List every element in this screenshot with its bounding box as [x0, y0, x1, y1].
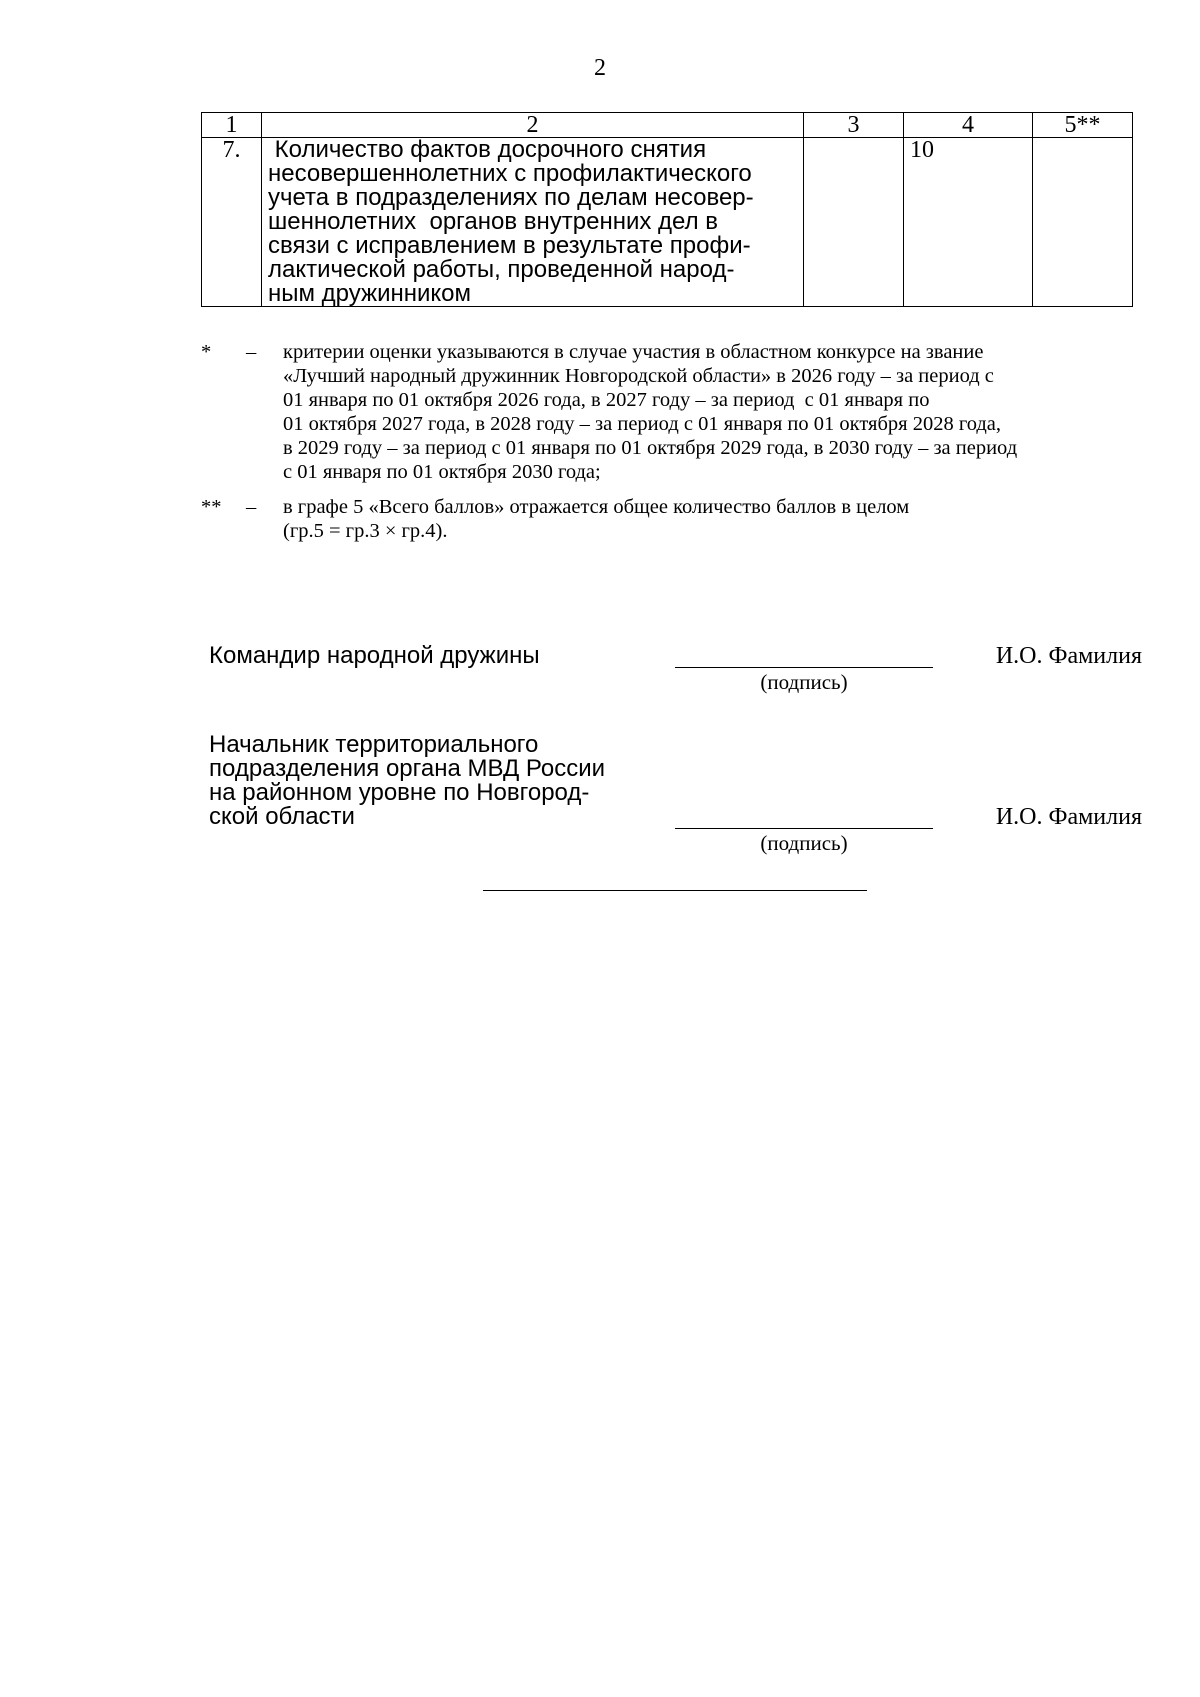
row-number: 7. [202, 138, 262, 307]
footnote-mark: * [201, 341, 212, 363]
chief-title-line: подразделения органа МВД России [209, 755, 605, 782]
footnote-dash: – [246, 496, 257, 518]
chief-name: И.О. Фамилия [995, 804, 1142, 830]
description-line: несовершеннолетних с профилактического [268, 160, 752, 187]
commander-signature-caption: (подпись) [760, 670, 848, 694]
criteria-table [201, 112, 1133, 307]
description-line: шеннолетних органов внутренних дел в [268, 208, 719, 235]
footnote-text [283, 340, 1141, 484]
row-col4: 10 [904, 138, 1033, 307]
footnote-line: (гр.5 = гр.3 × гр.4). [283, 520, 448, 542]
footnote-line: «Лучший народный дружинник Новгородской области» в 2026 году – за период с [283, 365, 994, 387]
footnote-double-star [201, 495, 1141, 543]
footnote-single-star [201, 340, 1141, 484]
chief-title-line: на районном уровне по Новгород- [209, 779, 590, 806]
table-header-row [202, 113, 1133, 138]
description-line: связи с исправлением в результате профи- [268, 232, 751, 259]
footnote-line: 01 октября 2027 года, в 2028 году – за период с 01 января по 01 октября 2028 года, [283, 413, 1002, 435]
description-line: учета в подразделениях по делам несовер- [268, 184, 754, 211]
commander-name: И.О. Фамилия [995, 643, 1142, 669]
row-description [262, 138, 804, 307]
footnote-line: 01 января по 01 октября 2026 года, в 2027 году – за период с 01 января по [283, 389, 930, 411]
commander-title: Командир народной дружины [209, 642, 540, 669]
chief-title-line: Начальник территориального [209, 731, 539, 758]
header-cell-1: 1 [202, 113, 262, 138]
chief-title-line: ской области [209, 803, 355, 830]
footnote-line: критерии оценки указываются в случае участия в областном конкурсе на звание [283, 341, 984, 363]
footnote-dash: – [246, 341, 257, 363]
table-row [202, 138, 1133, 307]
row-col3 [804, 138, 904, 307]
header-cell-5: 5** [1033, 113, 1133, 138]
footnote-line: в графе 5 «Всего баллов» отражается общее количество баллов в целом [283, 496, 910, 518]
row-col5 [1033, 138, 1133, 307]
header-cell-3: 3 [804, 113, 904, 138]
footnote-line: в 2029 году – за период с 01 января по 01 октября 2029 года, в 2030 году – за период [283, 437, 1018, 459]
commander-signature-line [675, 667, 933, 668]
header-cell-4: 4 [904, 113, 1033, 138]
page-number: 2 [594, 55, 606, 81]
description-line: ным дружинником [268, 280, 472, 307]
chief-title [209, 733, 605, 829]
chief-signature-line [675, 828, 933, 829]
chief-signature-caption: (подпись) [760, 831, 848, 855]
footnote-line: с 01 января по 01 октября 2030 года; [283, 461, 601, 483]
closing-rule [483, 890, 867, 891]
footnote-mark: ** [201, 496, 222, 518]
description-line: лактической работы, проведенной народ- [268, 256, 735, 283]
description-line: Количество фактов досрочного снятия [268, 136, 707, 163]
footnote-text [283, 495, 1141, 543]
header-cell-2: 2 [262, 113, 804, 138]
